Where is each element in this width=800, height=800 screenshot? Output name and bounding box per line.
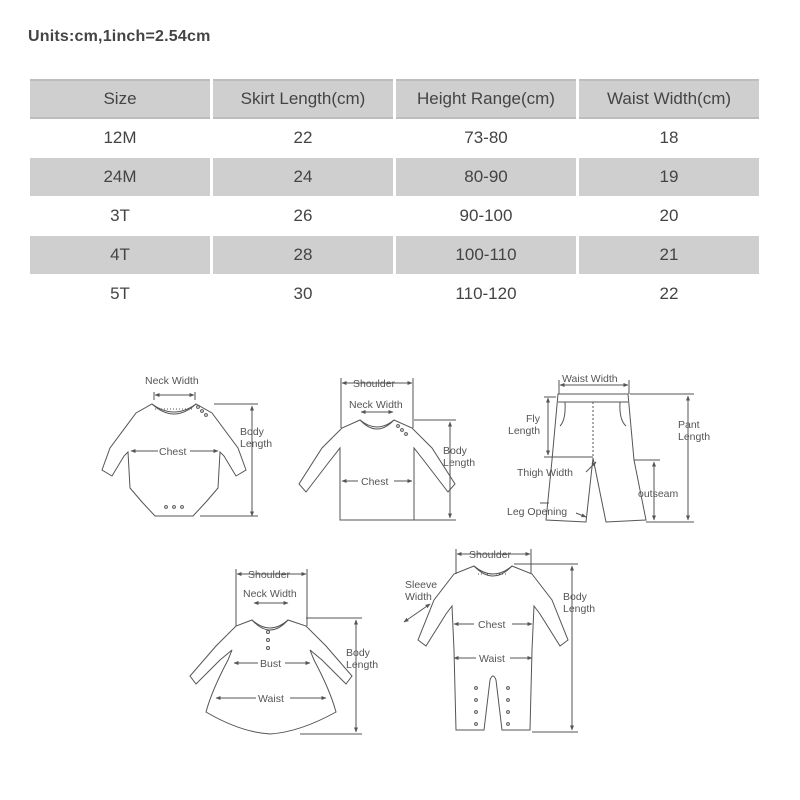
cell-size: 24M (30, 158, 210, 197)
dress-waist-label: Waist (258, 693, 284, 705)
header-height-range: Height Range(cm) (396, 79, 576, 119)
measurement-diagrams (0, 360, 800, 760)
units-note: Units:cm,1inch=2.54cm (28, 28, 211, 45)
pants-outseam-label: outseam (638, 488, 679, 500)
cell-height-range: 80-90 (396, 158, 576, 197)
cell-height-range: 73-80 (396, 119, 576, 158)
romper-outline-icon (418, 566, 568, 730)
pants-outline-icon (546, 394, 646, 522)
romper-sleeve-label: Sleeve (405, 579, 438, 591)
romper-waist-label: Waist (479, 653, 505, 665)
cell-size: 5T (30, 275, 210, 314)
header-size: Size (30, 79, 210, 119)
shirt-body-label: Body (443, 445, 467, 457)
romper-chest-label: Chest (478, 619, 506, 631)
table-row (30, 275, 759, 314)
table-row (30, 158, 759, 197)
pants-leg-opening-label: Leg Opening (507, 506, 568, 518)
shirt-shoulder-label: Shoulder (353, 378, 396, 390)
dress-outline-icon (190, 620, 352, 734)
table-row (30, 236, 759, 275)
cell-waist-width: 20 (579, 197, 759, 236)
romper-diagram (404, 549, 578, 732)
cell-waist-width: 19 (579, 158, 759, 197)
cell-size: 4T (30, 236, 210, 275)
shirt-outline-icon (299, 420, 455, 520)
pants-thigh-width-label: Thigh Width (517, 467, 574, 479)
pants-fly-label: Fly (526, 413, 540, 425)
cell-skirt-length: 28 (213, 236, 393, 275)
romper-shoulder-label: Shoulder (469, 549, 512, 561)
pants-diagram (540, 380, 694, 522)
bodysuit-chest-label: Chest (159, 446, 187, 458)
measurement-diagrams-svg (0, 360, 800, 760)
cell-skirt-length: 24 (213, 158, 393, 197)
table-header-row (30, 79, 759, 119)
romper-sleeve-width-label: Width (405, 591, 432, 603)
cell-size: 3T (30, 197, 210, 236)
dress-shoulder-label: Shoulder (248, 569, 291, 581)
romper-length-label: Length (563, 603, 596, 615)
bodysuit-neck-width-label: Neck Width (145, 375, 199, 387)
dress-length-label: Length (346, 659, 379, 671)
cell-height-range: 100-110 (396, 236, 576, 275)
pants-pant-label: Pant (678, 419, 700, 431)
cell-skirt-length: 30 (213, 275, 393, 314)
shirt-length-label: Length (443, 457, 476, 469)
bodysuit-length-label: Length (240, 438, 273, 450)
cell-height-range: 90-100 (396, 197, 576, 236)
dress-bust-label: Bust (260, 658, 282, 670)
shirt-chest-label: Chest (361, 476, 389, 488)
header-waist-width: Waist Width(cm) (579, 79, 759, 119)
bodysuit-body-label: Body (240, 426, 264, 438)
table-row (30, 197, 759, 236)
cell-waist-width: 21 (579, 236, 759, 275)
header-skirt-length: Skirt Length(cm) (213, 79, 393, 119)
pants-pant-length-label: Length (678, 431, 711, 443)
cell-skirt-length: 22 (213, 119, 393, 158)
pants-fly-length-label: Length (508, 425, 541, 437)
cell-size: 12M (30, 119, 210, 158)
bodysuit-outline-icon (102, 404, 246, 516)
cell-waist-width: 18 (579, 119, 759, 158)
table-row (30, 119, 759, 158)
cell-waist-width: 22 (579, 275, 759, 314)
dress-neck-width-label: Neck Width (243, 588, 297, 600)
dress-body-label: Body (346, 647, 370, 659)
size-chart-table (27, 79, 762, 314)
pants-waist-width-label: Waist Width (562, 373, 618, 385)
cell-height-range: 110-120 (396, 275, 576, 314)
romper-body-label: Body (563, 591, 587, 603)
cell-skirt-length: 26 (213, 197, 393, 236)
shirt-neck-width-label: Neck Width (349, 399, 403, 411)
shirt-collar-icon (360, 420, 394, 429)
